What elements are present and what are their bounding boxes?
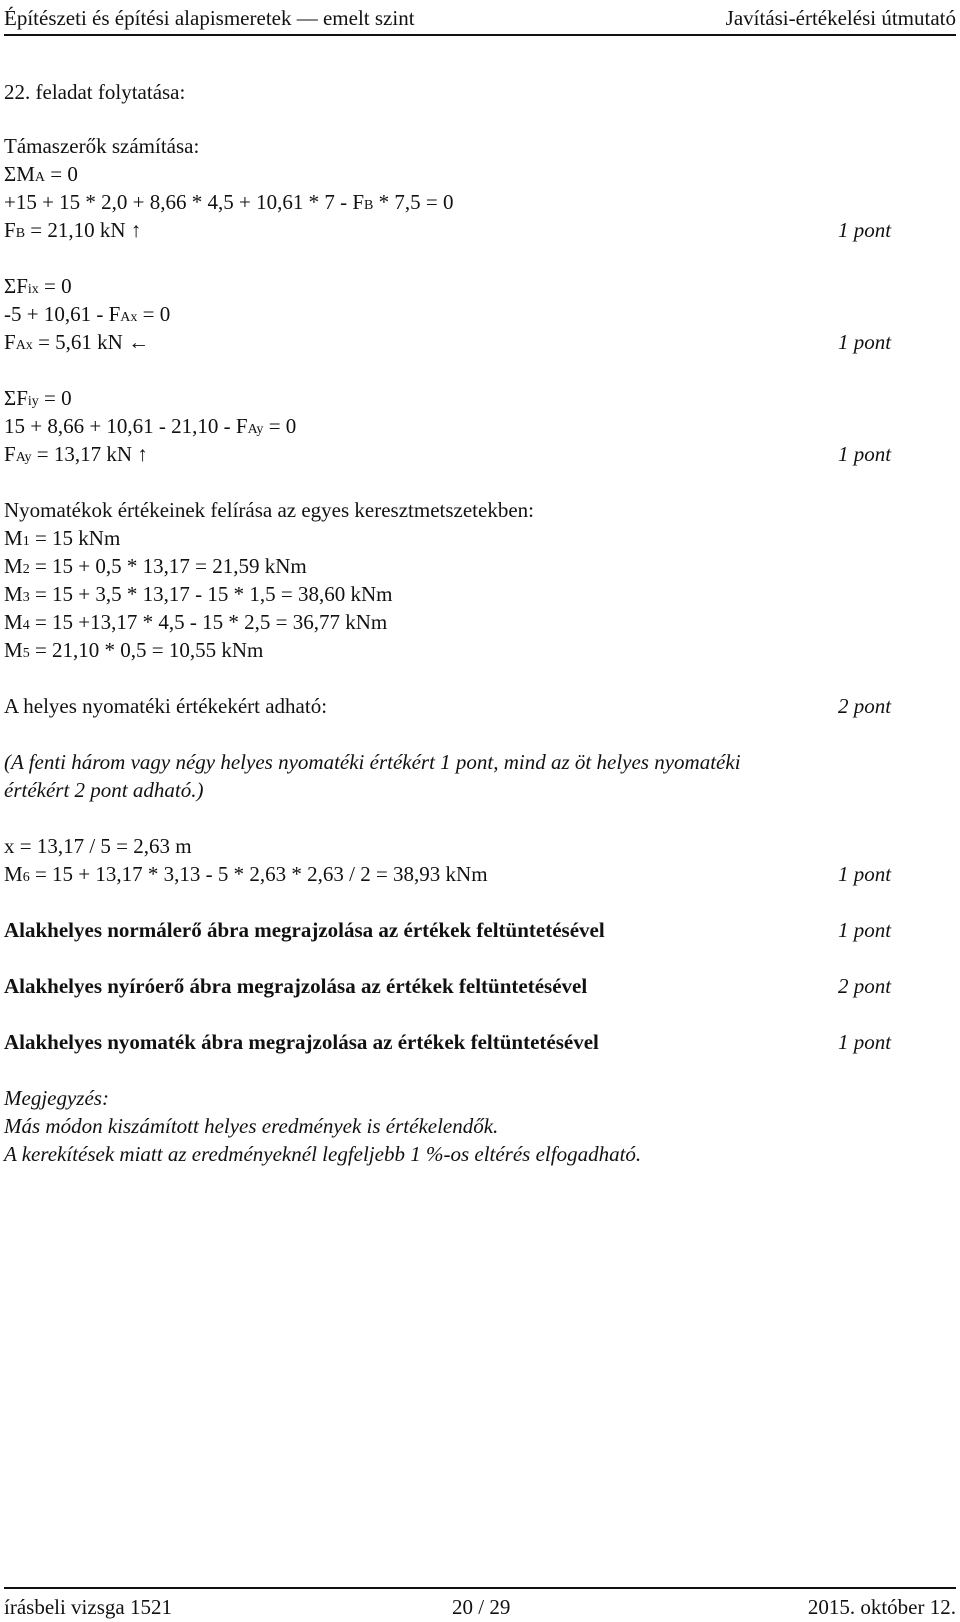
note-title: Megjegyzés: bbox=[4, 1086, 109, 1110]
note-line-2: A kerekítések miatt az eredményeknél legfeljebb 1 %-os eltérés elfogadható. bbox=[4, 1142, 642, 1166]
moment-m1: M1 = 15 kNm bbox=[4, 526, 121, 550]
moment-m3: M3 = 15 + 3,5 * 13,17 - 15 * 1,5 = 38,60 kNm bbox=[4, 582, 393, 606]
moment-m5: M5 = 21,10 * 0,5 = 10,55 kNm bbox=[4, 638, 264, 662]
equation-sum-moment-a: ΣMA = 0 bbox=[4, 162, 78, 186]
equation-moment-balance: +15 + 15 * 2,0 + 8,66 * 4,5 + 10,61 * 7 - FB * 7,5 = 0 bbox=[4, 190, 454, 214]
score-shear-force: 2 pont bbox=[838, 974, 892, 998]
footer-page-number: 20 / 29 bbox=[452, 1595, 511, 1619]
section-moments: Nyomatékok értékeinek felírása az egyes keresztmetszetekben: bbox=[4, 498, 534, 522]
score-fax: 1 pont bbox=[838, 330, 892, 354]
score-fb: 1 pont bbox=[838, 218, 892, 242]
note-line-1: Más módon kiszámított helyes eredmények is értékelendők. bbox=[4, 1114, 499, 1138]
equation-horizontal-balance: -5 + 10,61 - FAx = 0 bbox=[4, 302, 171, 326]
equation-sum-fix: ΣFix = 0 bbox=[4, 274, 72, 298]
scoring-note-line-1: (A fenti három vagy négy helyes nyomatéki értékért 1 pont, mind az öt helyes nyomatéki bbox=[4, 750, 741, 774]
moment-m2: M2 = 15 + 0,5 * 13,17 = 21,59 kNm bbox=[4, 554, 307, 578]
section-support-forces: Támaszerők számítása: bbox=[4, 134, 200, 158]
moment-m6: M6 = 15 + 13,17 * 3,13 - 5 * 2,63 * 2,63 / 2 = 38,93 kNm bbox=[4, 862, 488, 886]
footer-date: 2015. október 12. bbox=[807, 1595, 956, 1619]
criterion-normal-force: Alakhelyes normálerő ábra megrajzolása az értékek feltüntetésével bbox=[4, 918, 605, 942]
score-m6: 1 pont bbox=[838, 862, 892, 886]
page-footer bbox=[4, 1595, 956, 1619]
result-fax: FAx = 5,61 kN ← bbox=[4, 330, 150, 354]
equation-sum-fiy: ΣFiy = 0 bbox=[4, 386, 72, 410]
criterion-moment-diagram: Alakhelyes nyomaték ábra megrajzolása az értékek feltüntetésével bbox=[4, 1030, 599, 1054]
result-fb: FB = 21,10 kN ↑ bbox=[4, 218, 142, 242]
footer-exam-id: írásbeli vizsga 1521 bbox=[4, 1595, 172, 1619]
result-fay: FAy = 13,17 kN ↑ bbox=[4, 442, 148, 466]
score-fay: 1 pont bbox=[838, 442, 892, 466]
score-normal-force: 1 pont bbox=[838, 918, 892, 942]
scoring-note-line-2: értékért 2 pont adható.) bbox=[4, 778, 204, 802]
result-x: x = 13,17 / 5 = 2,63 m bbox=[4, 834, 192, 858]
criterion-shear-force: Alakhelyes nyíróerő ábra megrajzolása az értékek feltüntetésével bbox=[4, 974, 588, 998]
score-moment-diagram: 1 pont bbox=[838, 1030, 892, 1054]
task-heading: 22. feladat folytatása: bbox=[4, 80, 186, 104]
score-moments: 2 pont bbox=[838, 694, 892, 718]
moment-score-label: A helyes nyomatéki értékekért adható: bbox=[4, 694, 328, 718]
equation-vertical-balance: 15 + 8,66 + 10,61 - 21,10 - FAy = 0 bbox=[4, 414, 297, 438]
page-header bbox=[4, 6, 956, 30]
header-title: Építészeti és építési alapismeretek — emelt szint bbox=[4, 6, 415, 30]
moment-m4: M4 = 15 +13,17 * 4,5 - 15 * 2,5 = 36,77 kNm bbox=[4, 610, 388, 634]
header-guide-label: Javítási-értékelési útmutató bbox=[725, 6, 956, 30]
header-rule bbox=[4, 34, 956, 36]
footer-rule bbox=[4, 1587, 956, 1589]
